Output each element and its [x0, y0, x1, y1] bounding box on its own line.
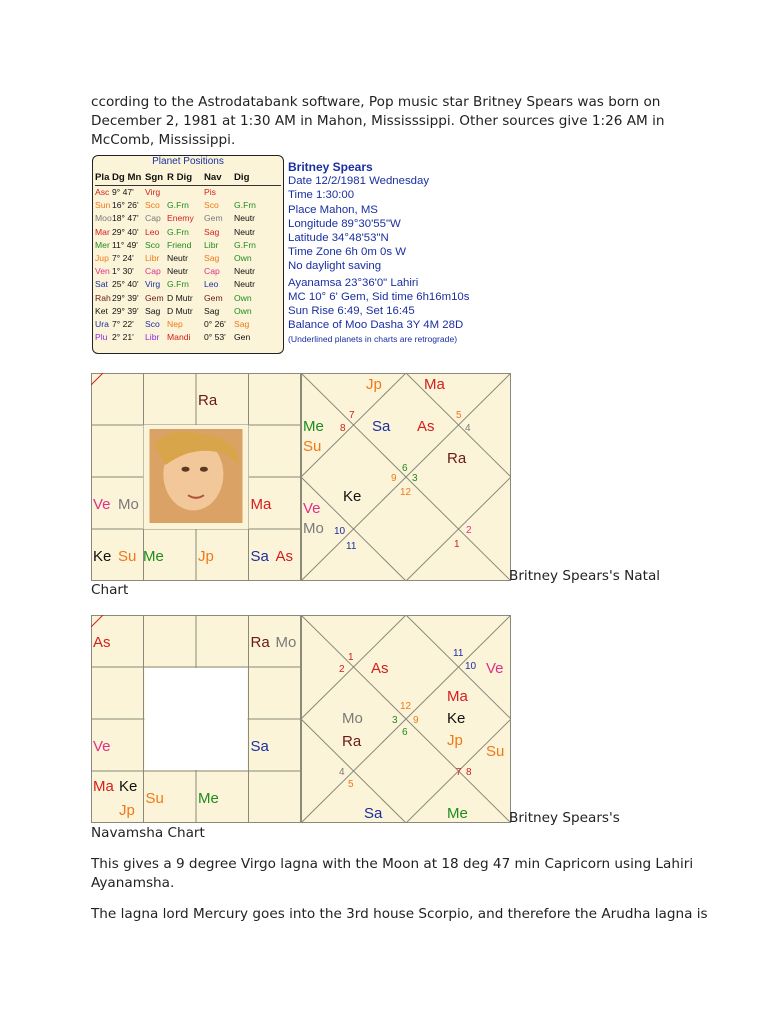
planet-table-cell: Libr [145, 332, 160, 343]
planet-label: Ma [424, 376, 445, 393]
planet-table-cell: Jup [95, 252, 109, 263]
planet-table-cell: Libr [204, 239, 219, 250]
planet-table-cell: Sco [145, 239, 160, 250]
intro-paragraph [91, 93, 665, 150]
planet-table-cell: Sag [145, 305, 161, 316]
birth-info-line: Date 12/2/1981 Wednesday [288, 175, 430, 188]
planet-label: Me [447, 805, 468, 822]
planet-table-row [95, 265, 281, 278]
house-number: 10 [465, 661, 477, 672]
planet-table-row [95, 199, 281, 212]
planet-table-cell: Sco [204, 200, 219, 211]
planet-label: Ra [250, 634, 270, 651]
planet-label: Mo [342, 710, 363, 727]
house-number: 9 [413, 715, 419, 726]
planet-table-cell: Neutr [234, 279, 256, 290]
planet-table-cell: 1° 30' [112, 266, 134, 277]
header-cell: Dg Mn [112, 172, 142, 183]
navamsha-caption: Britney Spears's [509, 810, 620, 826]
planet-label: Su [118, 548, 137, 565]
planet-table-row [95, 212, 281, 225]
planet-table-cell: Asc [95, 187, 110, 197]
navamsha-caption-cont: Navamsha Chart [91, 825, 205, 841]
house-number: 12 [400, 701, 412, 712]
house-number: 11 [453, 648, 464, 659]
planet-table-cell: Gen [234, 332, 251, 343]
planet-table-cell: Sco [145, 200, 160, 211]
house-number: 3 [392, 715, 398, 726]
planet-table-row [95, 186, 281, 199]
planet-label: Jp [119, 802, 135, 819]
planet-label: As [275, 548, 294, 565]
planet-table-cell: Rah [95, 292, 111, 303]
planet-table-cell: 11° 49' [112, 239, 138, 250]
house-number: 1 [348, 652, 354, 663]
planet-table-cell: Ura [95, 318, 109, 329]
planet-label: Sa [372, 418, 391, 435]
house-number: 2 [339, 664, 345, 675]
planet-label: Su [145, 790, 164, 807]
header-cell: Pla [95, 172, 110, 183]
house-number: 6 [402, 727, 408, 738]
natal-south-chart-svg [91, 373, 301, 581]
planet-table-cell: Nep [167, 318, 183, 329]
planet-label: Ra [342, 733, 362, 750]
planet-table-cell: Cap [145, 266, 161, 277]
planet-label: Jp [366, 376, 382, 393]
planet-table-cell: 16° 26' [112, 200, 139, 211]
house-number: 7 [349, 410, 355, 421]
planet-table-cell: Libr [145, 252, 160, 263]
planet-label: Me [143, 548, 164, 565]
planet-table-cell: Gem [145, 292, 164, 303]
portrait-photo [144, 425, 249, 529]
planet-table-title: Planet Positions [152, 156, 224, 167]
planet-table-cell: Sun [95, 200, 111, 211]
planet-table-cell: G.Frn [167, 279, 189, 290]
birth-info-line: Sun Rise 6:49, Set 16:45 [288, 304, 415, 317]
body-paragraph-1 [91, 855, 693, 893]
planet-label: Ma [447, 688, 468, 705]
planet-table-cell: Neutr [234, 226, 256, 237]
planet-table-cell: Enemy [167, 213, 194, 224]
house-number: 7 [456, 767, 462, 778]
natal-south-chart [91, 373, 301, 581]
planet-table-cell: 25° 40' [112, 279, 139, 290]
house-number: 12 [400, 487, 412, 498]
house-number: 9 [391, 473, 397, 484]
intro-line: McComb, Mississippi. [91, 132, 236, 148]
house-number: 8 [340, 423, 346, 434]
planet-table-cell: Neutr [167, 266, 189, 277]
planet-label: Mo [275, 634, 297, 651]
natal-caption: Britney Spears's Natal [509, 568, 661, 584]
navamsha-south-chart-svg [91, 615, 301, 823]
planet-table-cell: G.Frn [234, 200, 256, 211]
navamsha-north-chart-svg [301, 615, 511, 823]
body-line: The lagna lord Mercury goes into the 3rd house Scorpio, and therefore the Arudha lagna is [91, 906, 708, 922]
planet-table-cell: Cap [145, 213, 161, 224]
birth-info-line: Balance of Moo Dasha 3Y 4M 28D [288, 319, 464, 332]
house-number: 4 [339, 767, 345, 778]
planet-table-cell: Sag [204, 226, 220, 237]
planet-label: Sa [250, 738, 269, 755]
planet-label: Ra [447, 450, 467, 467]
body-paragraph-2 [91, 905, 708, 924]
natal-north-chart [301, 373, 511, 581]
house-number: 5 [456, 410, 462, 421]
birth-info-line: Time 1:30:00 [288, 189, 355, 202]
planet-table-cell: Neutr [234, 266, 256, 277]
planet-table-row [95, 305, 281, 318]
birth-info-line: Time Zone 6h 0m 0s W [288, 246, 406, 259]
house-number: 6 [402, 463, 408, 474]
planet-table-cell: D Mutr [167, 305, 193, 316]
planet-table-cell: Virg [145, 187, 161, 197]
planet-label: Ke [343, 488, 362, 505]
planet-table-cell: Gem [204, 292, 223, 303]
planet-table-cell: G.Frn [167, 226, 189, 237]
body-line: Ayanamsha. [91, 875, 175, 891]
planet-table-cell: Neutr [167, 252, 189, 263]
birth-info-line: Ayanamsa 23°36'0" Lahiri [288, 276, 419, 289]
house-number: 1 [454, 539, 460, 550]
planet-table-cell: Sag [204, 305, 220, 316]
planet-label: Su [486, 743, 505, 760]
planet-label: As [417, 418, 435, 435]
planet-table-row [95, 331, 281, 344]
planet-positions-table [92, 155, 284, 354]
planet-table-cell: G.Frn [234, 239, 256, 250]
planet-label: Ve [93, 496, 111, 513]
planet-label: Ke [447, 710, 466, 727]
planet-label: Ve [303, 500, 321, 517]
planet-table-cell: Ven [95, 266, 110, 277]
planet-label: As [371, 660, 389, 677]
person-name: Britney Spears [288, 160, 373, 174]
planet-label: Me [198, 790, 219, 807]
planet-table-cell: Sag [204, 252, 220, 263]
planet-label: Ma [93, 778, 114, 795]
navamsha-north-chart [301, 615, 511, 823]
retrograde-note: (Underlined planets in charts are retrograde) [288, 334, 458, 345]
planet-table-cell: Moo [95, 213, 112, 224]
planet-table-cell: 9° 47' [112, 187, 134, 197]
planet-label: Mo [303, 520, 324, 537]
planet-table-cell: Mer [95, 239, 110, 250]
house-number: 5 [348, 779, 354, 790]
planet-table-cell: Pis [204, 187, 216, 197]
header-cell: Dig [234, 172, 250, 183]
planet-label: As [93, 634, 111, 651]
planet-table-cell [167, 186, 204, 199]
planet-label: Ve [93, 738, 111, 755]
body-line: This gives a 9 degree Virgo lagna with the Moon at 18 deg 47 min Capricorn using Lahiri [91, 856, 694, 872]
planet-table-cell: Gem [204, 213, 223, 224]
navamsha-south-chart [91, 615, 301, 823]
planet-table-cell: 7° 22' [112, 318, 134, 329]
planet-label: Ke [93, 548, 112, 565]
planet-table-row [95, 239, 281, 252]
birth-info-panel [288, 160, 469, 346]
planet-table-cell: Friend [167, 239, 192, 250]
planet-table-cell: G.Frn [167, 200, 189, 211]
house-number: 8 [466, 767, 472, 778]
header-cell: Nav [204, 172, 222, 183]
planet-table-cell [234, 186, 262, 199]
planet-table-cell: Sco [145, 318, 160, 329]
planet-table-cell: Sag [234, 318, 250, 329]
planet-table-cell: Mar [95, 226, 110, 237]
header-cell: R Dig [167, 172, 193, 183]
planet-table-grid [95, 171, 281, 344]
planet-table-cell: Sat [95, 279, 108, 290]
planet-table-cell: 0° 26' [204, 318, 226, 329]
planet-table-cell: Neutr [234, 213, 256, 224]
planet-table-row [95, 226, 281, 239]
planet-table-cell: Own [234, 292, 252, 303]
intro-line: December 2, 1981 at 1:30 AM in Mahon, Mississsippi. Other sources give 1:26 AM in [91, 113, 665, 129]
planet-table-cell: Cap [204, 266, 220, 277]
birth-info-line: Longitude 89°30'55"W [288, 217, 401, 230]
planet-label: Ve [486, 660, 504, 677]
house-number: 4 [465, 423, 471, 434]
planet-table-row [95, 318, 281, 331]
planet-table-row [95, 278, 281, 291]
center-blank [145, 668, 248, 770]
planet-table-cell: Ket [95, 305, 108, 316]
planet-label: Jp [447, 732, 463, 749]
planet-table-cell: Leo [204, 279, 219, 290]
planet-label: Jp [198, 548, 214, 565]
intro-line: ccording to the Astrodatabank software, Pop music star Britney Spears was born on [91, 94, 661, 110]
planet-label: Sa [364, 805, 383, 822]
planet-table-cell: 18° 47' [112, 213, 139, 224]
planet-table-cell: 0° 53' [204, 332, 226, 343]
planet-table-header [95, 171, 281, 186]
natal-caption-cont: Chart [91, 582, 129, 598]
planet-table-cell: 7° 24' [112, 252, 134, 263]
header-cell: Sgn [145, 172, 164, 183]
planet-table-cell: 29° 39' [112, 305, 139, 316]
planet-table-cell: Mandi [167, 332, 191, 343]
planet-table-cell: Own [234, 252, 252, 263]
planet-table-cell: Leo [145, 226, 160, 237]
planet-table-cell: Own [234, 305, 252, 316]
birth-info-line: Place Mahon, MS [288, 203, 378, 216]
house-number: 2 [466, 525, 472, 536]
birth-info-line: No daylight saving [288, 260, 382, 273]
planet-table-cell: 29° 40' [112, 226, 139, 237]
planet-table-row [95, 252, 281, 265]
planet-table-cell: 2° 21' [112, 332, 134, 343]
natal-north-chart-svg [301, 373, 511, 581]
planet-label: Sa [250, 548, 269, 565]
birth-info-line: MC 10° 6' Gem, Sid time 6h16m10s [288, 290, 470, 303]
planet-label: Ke [119, 778, 138, 795]
house-number: 11 [346, 541, 357, 552]
planet-label: Me [303, 418, 324, 435]
planet-label: Mo [118, 496, 139, 513]
planet-label: Ra [198, 392, 218, 409]
planet-table-cell: D Mutr [167, 292, 193, 303]
planet-label: Su [303, 438, 322, 455]
birth-info-line: Latitude 34°48'53"N [288, 231, 389, 244]
house-number: 10 [334, 526, 346, 537]
planet-table-row [95, 292, 281, 305]
planet-label: Ma [250, 496, 272, 513]
planet-table-cell: 29° 39' [112, 292, 139, 303]
house-number: 3 [412, 473, 418, 484]
planet-table-cell: Plu [95, 332, 108, 343]
planet-table-cell: Virg [145, 279, 161, 290]
